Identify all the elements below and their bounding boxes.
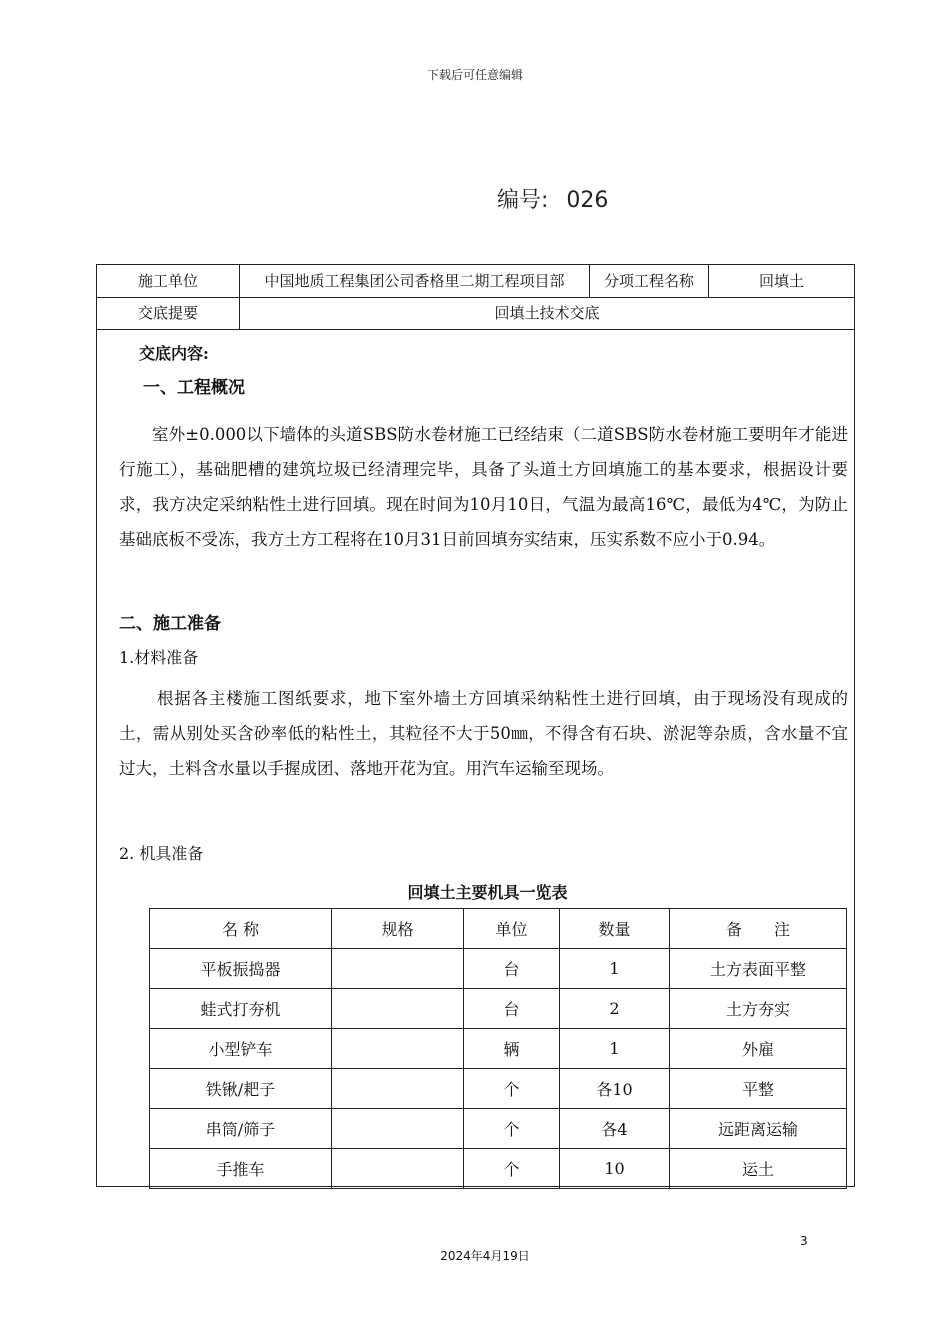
- table-row: [150, 949, 847, 989]
- briefing-form: [96, 264, 855, 1187]
- header-unit: 单位: [464, 909, 560, 949]
- equipment-remarks: 平整: [670, 1069, 847, 1109]
- equipment-remarks: 土方夯实: [670, 989, 847, 1029]
- equipment-spec: [332, 989, 464, 1029]
- equipment-unit: 台: [464, 989, 560, 1029]
- equipment-remarks: 外雇: [670, 1029, 847, 1069]
- page-number: 3: [800, 1234, 808, 1248]
- equipment-unit: 台: [464, 949, 560, 989]
- equipment-unit: 个: [464, 1149, 560, 1189]
- section-2-title: 二、施工准备: [119, 614, 221, 634]
- footer-date: 2024年4月19日: [440, 1249, 530, 1263]
- document-number-value: 026: [566, 188, 609, 213]
- unit-label: 施工单位: [97, 265, 240, 297]
- equipment-prep-title: 2. 机具准备: [119, 844, 204, 863]
- summary-label: 交底提要: [97, 297, 240, 329]
- section-1-text: 室外±0.000以下墙体的头道SBS防水卷材施工已经结束（二道SBS防水卷材施工要明年才能进行施工），基础肥槽的建筑垃圾已经清理完毕，具备了头道土方回填施工的基本要求，根据设计要求，我方决定采纳粘性土进行回填。现在时间为10月10日，气温为最高16℃，最低为4℃，为防止基础底板不受冻，我方土方工程将在10月31日前回填夯实结束，压实系数不应小于0.94。: [119, 425, 848, 549]
- equipment-name: 小型铲车: [150, 1029, 332, 1069]
- equipment-table: [149, 908, 847, 1189]
- table-row: [150, 1029, 847, 1069]
- equipment-remarks: 远距离运输: [670, 1109, 847, 1149]
- table-row: [150, 1149, 847, 1189]
- equipment-remarks: 运土: [670, 1149, 847, 1189]
- equipment-spec: [332, 1029, 464, 1069]
- equipment-remarks: 土方表面平整: [670, 949, 847, 989]
- equipment-spec: [332, 1069, 464, 1109]
- subproject-label: 分项工程名称: [590, 265, 709, 297]
- equipment-quantity: 各4: [560, 1109, 670, 1149]
- header-quantity: 数量: [560, 909, 670, 949]
- equipment-name: 蛙式打夯机: [150, 989, 332, 1029]
- subproject-value: 回填土: [758, 272, 804, 290]
- info-row-summary: [97, 297, 854, 330]
- header-remarks: 备 注: [670, 909, 847, 949]
- equipment-name: 手推车: [150, 1149, 332, 1189]
- header-spec: 规格: [332, 909, 464, 949]
- material-prep-title: 1.材料准备: [119, 648, 199, 667]
- table-row: [150, 1109, 847, 1149]
- info-row-unit: [97, 265, 854, 298]
- equipment-spec: [332, 1109, 464, 1149]
- summary-value: 回填土技术交底: [494, 304, 600, 322]
- table-row: [150, 989, 847, 1029]
- table-header-row: [150, 909, 847, 949]
- equipment-name: 平板振捣器: [150, 949, 332, 989]
- equipment-name: 铁锹/耙子: [150, 1069, 332, 1109]
- document-number-label: 编号:: [497, 188, 549, 213]
- section-1-title: 一、工程概况: [143, 378, 245, 398]
- equipment-quantity: 10: [560, 1149, 670, 1189]
- equipment-unit: 个: [464, 1109, 560, 1149]
- header-name: 名 称: [150, 909, 332, 949]
- equipment-unit: 辆: [464, 1029, 560, 1069]
- table-row: [150, 1069, 847, 1109]
- document-number: [497, 183, 608, 214]
- equipment-name: 串筒/筛子: [150, 1109, 332, 1149]
- equipment-spec: [332, 1149, 464, 1189]
- material-prep-text: 根据各主楼施工图纸要求，地下室外墙土方回填采纳粘性土进行回填，由于现场没有现成的土，需从别处买含砂率低的粘性土，其粒径不大于50㎜，不得含有石块、淤泥等杂质，含水量不宜过大，土料含水量以手握成团、落地开花为宜。用汽车运输至现场。: [119, 689, 848, 778]
- header-note: 下载后可任意编辑: [426, 68, 523, 82]
- equipment-quantity: 2: [560, 989, 670, 1029]
- equipment-quantity: 1: [560, 1029, 670, 1069]
- equipment-quantity: 各10: [560, 1069, 670, 1109]
- content-label: 交底内容:: [139, 344, 209, 363]
- unit-value: 中国地质工程集团公司香格里二期工程项目部: [240, 265, 590, 297]
- equipment-quantity: 1: [560, 949, 670, 989]
- equipment-table-title: 回填土主要机具一览表: [407, 883, 568, 902]
- equipment-unit: 个: [464, 1069, 560, 1109]
- equipment-spec: [332, 949, 464, 989]
